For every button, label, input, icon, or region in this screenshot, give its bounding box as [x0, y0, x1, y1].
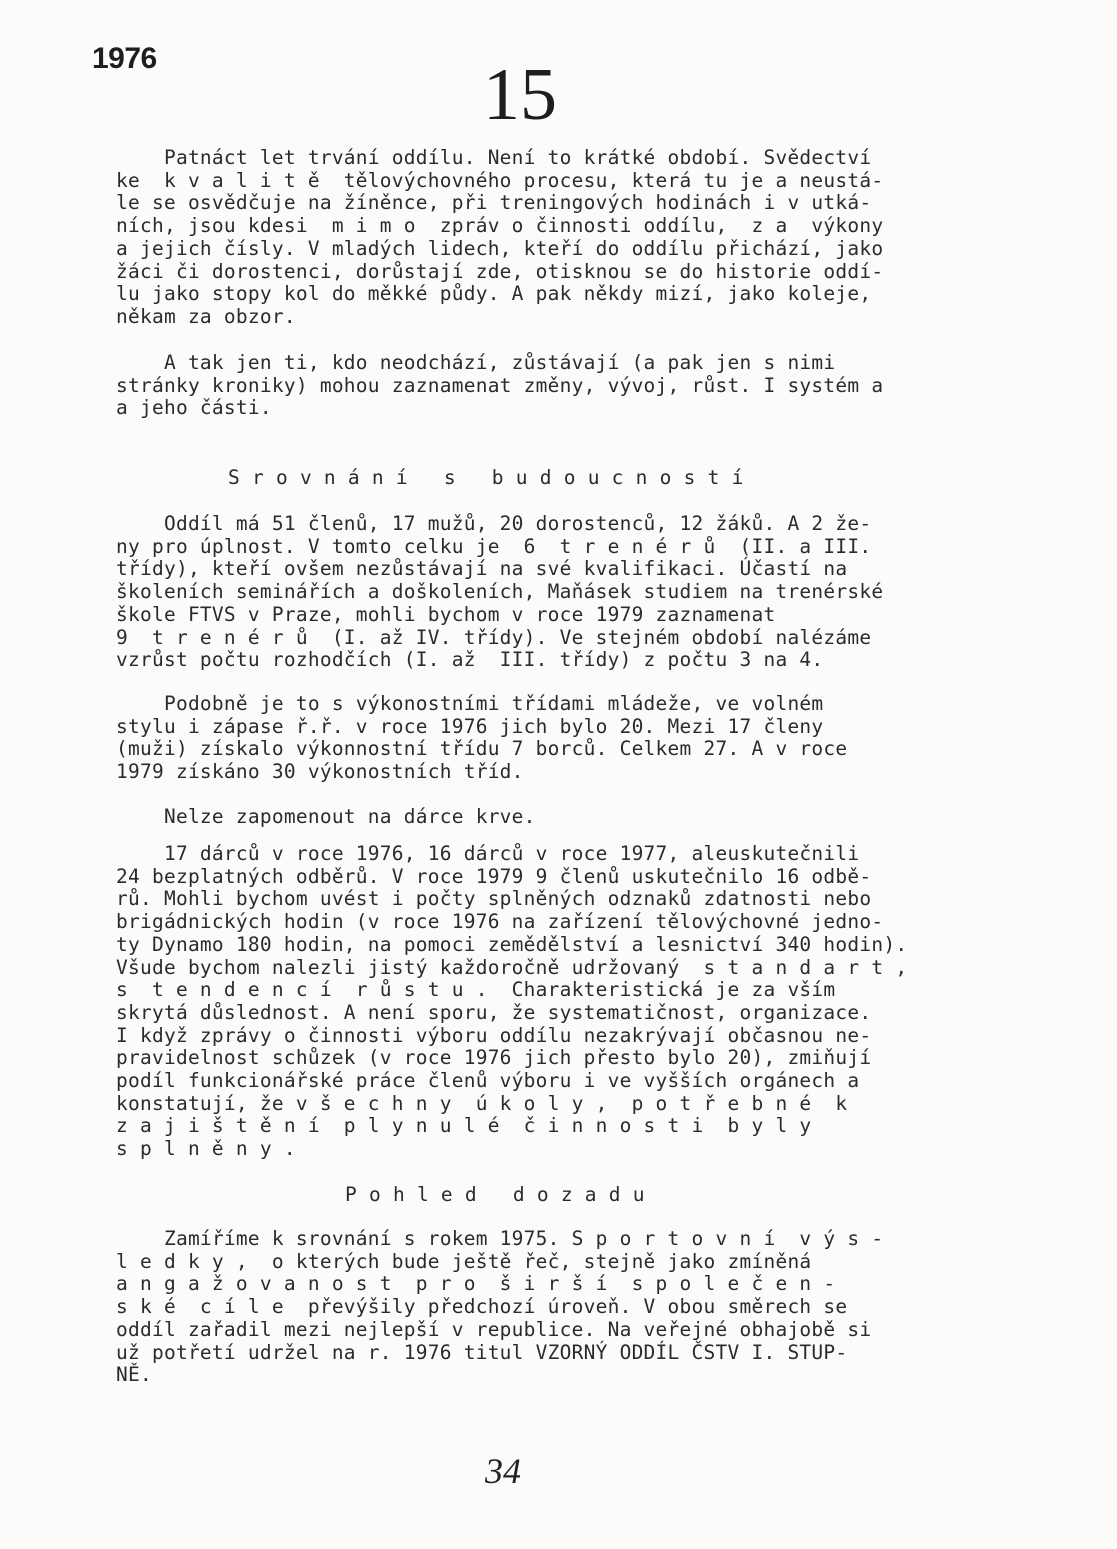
paragraph-members: Oddíl má 51 členů, 17 mužů, 20 dorostenců, 12 žáků. A 2 že- ny pro úplnost. V tomto celku je 6 t r e n é r ů (II. a III. třídy), kteří ovšem nezůstávají na své kvalifikaci. Účastí na školeních seminářích a doškoleních, Maňásek studiem na trenérské škole FTVS v Praze, mohli bychom v roce 1979 zaznamenat 9 t r e n é r ů (I. až IV. třídy). Ve stejném období nalézáme vzrůst počtu rozhodčích (I. až III. třídy) z počtu 3 na 4. [116, 512, 884, 672]
chapter-number: 15 [483, 54, 557, 136]
paragraph-intro: Patnáct let trvání oddílu. Není to krátké období. Svědectví ke k v a l i t ě tělovýchovného procesu, která tu je a neustá- le se osvědčuje na žíněnce, při treningových hodinách i v utká- ních, jsou kdesi m i m o zpráv o činnosti oddílu, z a výkony a jejich čísly. V mladých lidech, kteří do oddílu přichází, jako žáci či dorostenci, dorůstají zde, otisknou se do historie oddí- lu jako stopy kol do měkké půdy. A pak někdy mizí, jako koleje, někam za obzor. [116, 146, 884, 328]
paragraph-donations: 17 dárců v roce 1976, 16 dárců v roce 1977, aleuskutečnili 24 bezplatných odběrů. V roce 1979 9 členů uskutečnilo 16 odbě- rů. Mohli bychom uvést i počty splněných odznaků zdatnosti nebo brigádnických hodin (v roce 1976 na zařízení tělovýchovné jedno- ty Dynamo 180 hodin, na pomoci zemědělství a lesnictví 340 hodin). Všude bychom nalezli jistý každoročně udržovaný s t a n d a r t , s t e n d e n c í r ů s t u . Charakteristická je za vším skrytá důslednost. A není sporu, že systematičnost, organizace. I když zprávy o činnosti výboru oddílu nezakrývají občasnou ne- pravidelnost schůzek (v roce 1976 jich přesto bylo 20), zmiňují podíl funkcionářské práce členů výboru i ve vyšších orgánech a konstatují, že v š e c h n y ú k o l y , p o t ř e b n é k z a j i š t ě n í p l y n u l é č i n n o s t i b y l y s p l n ě n y . [116, 842, 908, 1161]
paragraph-comparison-1975: Zamíříme k srovnání s rokem 1975. S p o r t o v n í v ý s - l e d k y , o kterých bude ještě řeč, stejně jako zmíněná a n g a ž o v a n o s t p r o š i r š í s p o l e č e n - s k é c í l e převýšily předchozí úroveň. V obou směrech se oddíl zařadil mezi nejlepší v republice. Na veřejné obhajobě si už potřetí udržel na r. 1976 titul VZORNÝ ODDÍL ČSTV I. STUP- NĚ. [116, 1227, 884, 1387]
section-heading-comparison-future: S r o v n á n í s b u d o u c n o s t í [228, 466, 744, 489]
paragraph-blood-donors: Nelze zapomenout na dárce krve. [116, 805, 536, 828]
paragraph-performance-classes: Podobně je to s výkonostními třídami mládeže, ve volném stylu i zápase ř.ř. v roce 1976 jich bylo 20. Mezi 17 členy (muži) získalo výkonnostní třídu 7 borců. Celkem 27. A v roce 1979 získáno 30 výkonostních tříd. [116, 692, 848, 784]
section-heading-look-back: P o h l e d d o z a d u [345, 1183, 645, 1206]
page-number: 34 [485, 1451, 521, 1491]
chronicle-year: 1976 [92, 42, 157, 75]
paragraph-continuity: A tak jen ti, kdo neodchází, zůstávají (a pak jen s nimi stránky kroniky) mohou zaznamenat změny, vývoj, růst. I systém a a jeho části. [116, 351, 884, 420]
